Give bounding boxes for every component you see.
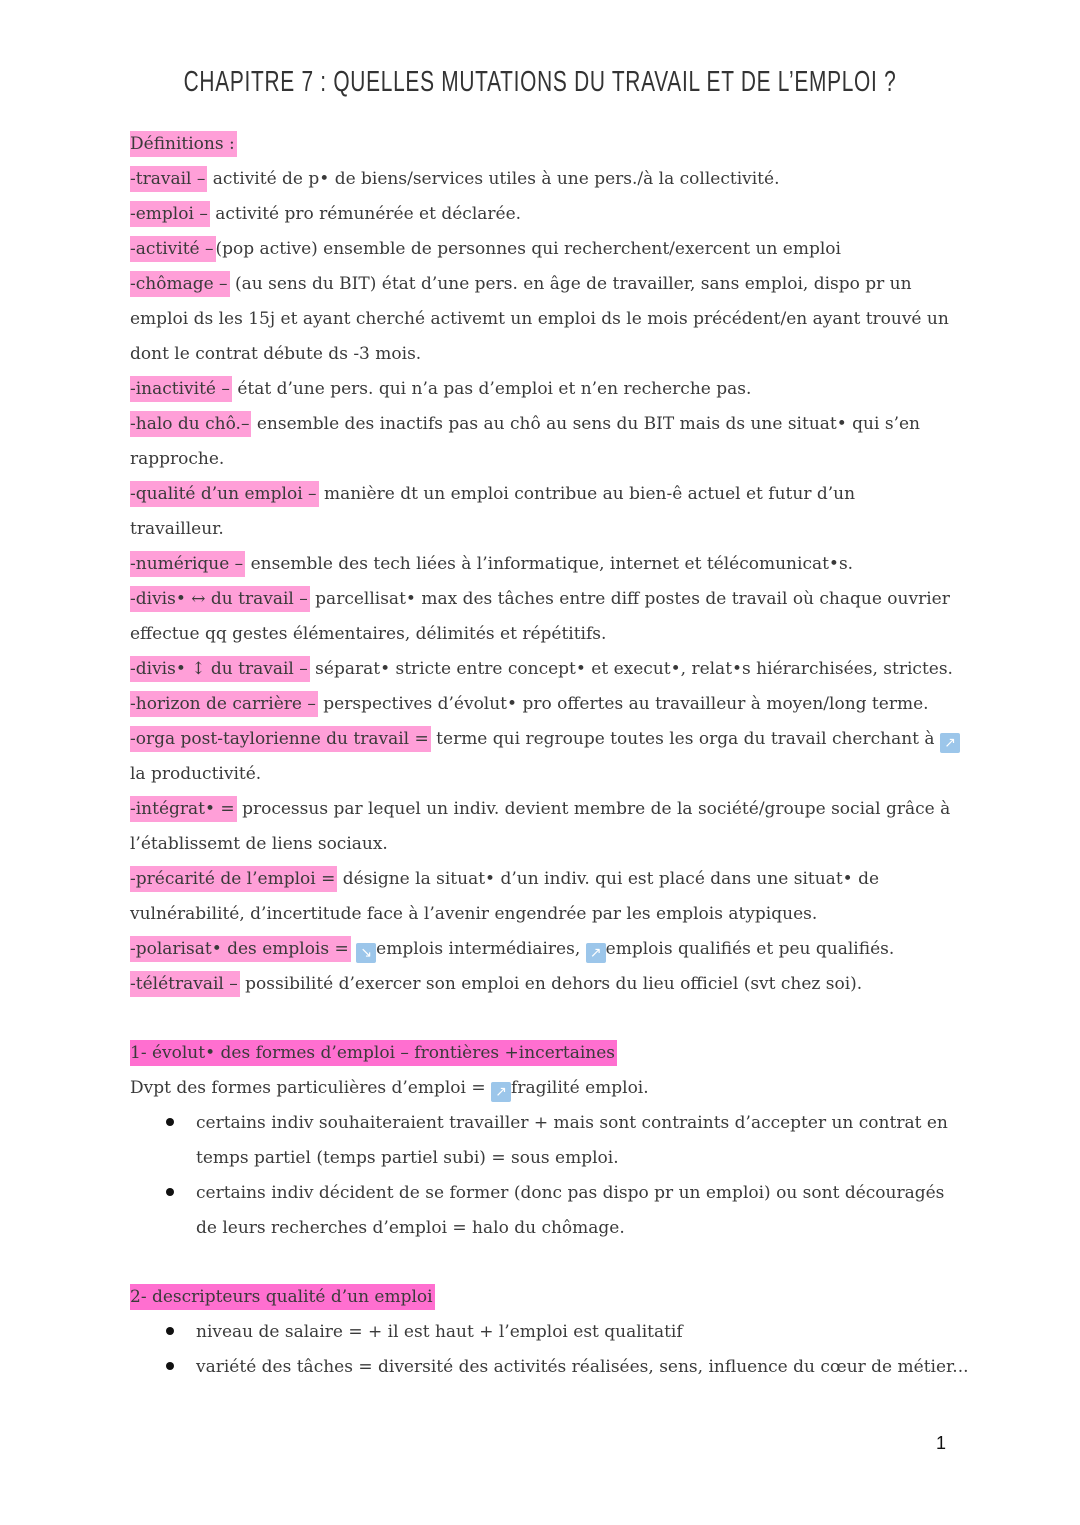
definition-division-verticale [130,652,953,687]
definition-travail [130,162,950,197]
definition-text: manière dt un emploi contribue au bien-ê actuel et futur d’un [323,484,856,504]
definition-term: -divis• ↕ du travail – [130,656,310,682]
definition-text: séparat• stricte entre concept• et execut•, relat•s hiérarchisées, strictes. [315,659,953,679]
definition-term: -halo du chô.– [130,411,251,437]
intro-text: fragilité emploi. [511,1078,649,1098]
definition-text: processus par lequel un indiv. devient membre de la société/groupe social grâce à [242,799,951,819]
section1-intro [130,1071,950,1106]
definition-chomage [130,267,950,302]
definition-term: -numérique – [130,551,245,577]
definition-text: emplois intermédiaires, [376,939,581,959]
bullet-icon [166,1118,174,1126]
definition-teletravail [130,967,950,1002]
definition-text: (au sens du BIT) état d’une pers. en âge de travailler, sans emploi, dispo pr un [234,274,912,294]
definition-term: -travail – [130,166,207,192]
definition-polarisation [130,932,950,967]
definition-text: activité pro rémunérée et déclarée. [215,204,522,224]
section-heading: 1- évolut• des formes d’emploi – frontières +incertaines [130,1040,617,1066]
definitions-heading: Définitions : [130,131,237,157]
definition-precarite [130,862,950,897]
list-item: niveau de salaire = + il est haut + l’emploi est qualitatif [196,1322,683,1342]
definition-inactivite [130,372,950,407]
arrow-up-right-icon: ↗ [940,733,960,753]
definitions-heading-line [130,127,950,162]
definition-term: -polarisat• des emplois = [130,936,351,962]
definition-term: -activité – [130,236,216,262]
definition-term: -inactivité – [130,376,232,402]
definition-term: -orga post-taylorienne du travail = [130,726,431,752]
definition-text: emplois qualifiés et peu qualifiés. [605,939,895,959]
intro-text: Dvpt des formes particulières d’emploi = [130,1078,486,1098]
definition-term: -divis• ↔ du travail – [130,586,310,612]
arrow-up-right-icon: ↗ [491,1082,511,1102]
definition-continuation: emploi ds les 15j et ayant cherché activemt un emploi ds le mois précédent/en ayant trouvé un [130,309,949,329]
definition-continuation: effectue qq gestes élémentaires, délimités et répétitifs. [130,624,607,644]
section2-heading-line [130,1280,950,1315]
bullet-icon [166,1327,174,1335]
bullet-icon [166,1362,174,1370]
definition-text: désigne la situat• d’un indiv. qui est placé dans une situat• de [342,869,880,889]
definition-division-horizontale [130,582,950,617]
definition-text: ensemble des inactifs pas au chô au sens du BIT mais ds une situat• qui s’en [256,414,920,434]
definition-text: parcellisat• max des tâches entre diff postes de travail où chaque ouvrier [315,589,950,609]
definition-term: -précarité de l’emploi = [130,866,337,892]
definition-post-taylorienne [130,722,956,757]
definition-qualite [130,477,950,512]
definition-term: -emploi – [130,201,210,227]
definition-continuation: rapproche. [130,449,225,469]
definition-activite [130,232,950,267]
definition-text: terme qui regroupe toutes les orga du travail cherchant à [436,729,935,749]
definition-continuation: travailleur. [130,519,224,539]
definition-continuation: vulnérabilité, d’incertitude face à l’avenir engendrée par les emplois atypiques. [130,904,818,924]
arrow-up-right-icon: ↗ [586,943,606,963]
bullet-icon [166,1188,174,1196]
definition-text: activité de p• de biens/services utiles à une pers./à la collectivité. [212,169,780,189]
definition-numerique [130,547,950,582]
definition-continuation: la productivité. [130,764,262,784]
section1-heading-line [130,1036,950,1071]
definition-term: -chômage – [130,271,230,297]
list-item: certains indiv décident de se former (donc pas dispo pr un emploi) ou sont découragés [196,1183,945,1203]
definition-continuation: l’établissemt de liens sociaux. [130,834,388,854]
definition-horizon [130,687,950,722]
section-heading: 2- descripteurs qualité d’un emploi [130,1284,435,1310]
list-item-continuation: temps partiel (temps partiel subi) = sous emploi. [196,1148,619,1168]
list-item: variété des tâches = diversité des activités réalisées, sens, influence du cœur de métier... [196,1357,969,1377]
definition-term: -qualité d’un emploi – [130,481,319,507]
definition-text: perspectives d’évolut• pro offertes au travailleur à moyen/long terme. [323,694,929,714]
definition-text: état d’une pers. qui n’a pas d’emploi et n’en recherche pas. [237,379,752,399]
list-item: certains indiv souhaiteraient travailler + mais sont contraints d’accepter un contrat en [196,1113,948,1133]
definition-text: (pop active) ensemble de personnes qui recherchent/exercent un emploi [215,239,841,259]
definition-continuation: dont le contrat débute ds -3 mois. [130,344,422,364]
arrow-down-right-icon: ↘ [356,943,376,963]
page-number: 1 [936,1433,947,1453]
definition-term: -intégrat• = [130,796,237,822]
list-item-continuation: de leurs recherches d’emploi = halo du chômage. [196,1218,625,1238]
definition-halo [130,407,950,442]
definition-emploi [130,197,950,232]
definition-term: -horizon de carrière – [130,691,318,717]
definition-integration [130,792,950,827]
definition-text: possibilité d’exercer son emploi en dehors du lieu officiel (svt chez soi). [245,974,863,994]
definition-term: -télétravail – [130,971,240,997]
definition-text: ensemble des tech liées à l’informatique, internet et télécomunicat•s. [250,554,854,574]
page-title: CHAPITRE 7 : QUELLES MUTATIONS DU TRAVAIL ET DE L’EMPLOI ? [183,66,897,98]
